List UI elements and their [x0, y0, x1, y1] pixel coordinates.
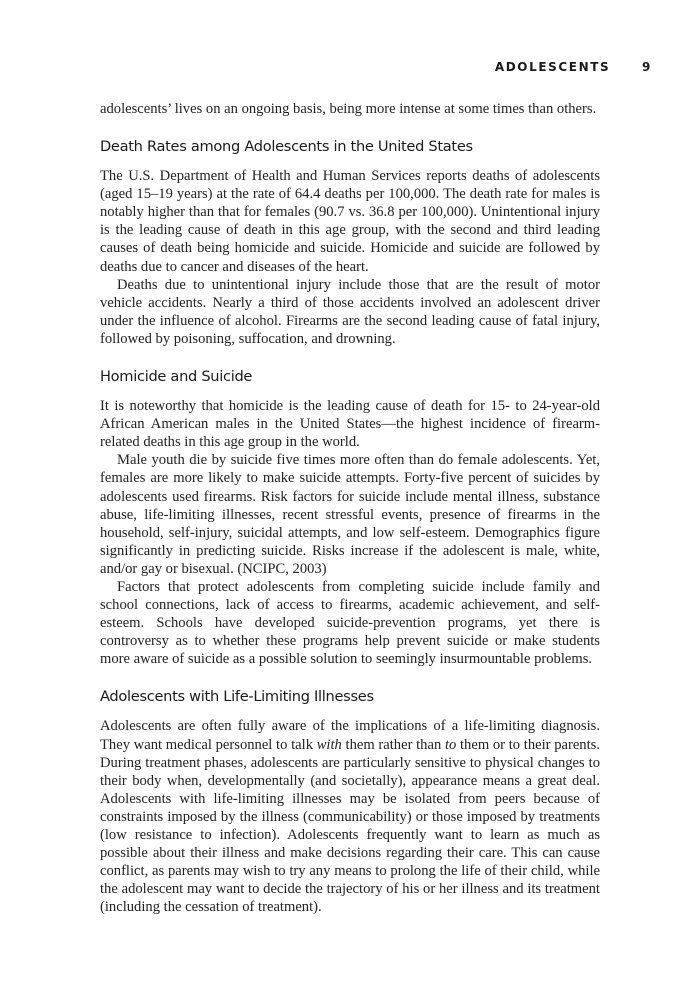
- running-head: [495, 60, 652, 74]
- emphasis-with: with: [316, 736, 342, 753]
- paragraph-life-limiting-1: [100, 717, 600, 916]
- text-run: them rather than: [341, 736, 445, 753]
- paragraph-homicide-1: It is noteworthy that homicide is the leading cause of death for 15- to 24-year-old African American males in the United States—the highest incidence of firearm-related deaths in this age group in the world.: [100, 398, 600, 451]
- section-heading-life-limiting: Adolescents with Life-Limiting Illnesses: [100, 688, 374, 706]
- paragraph-continuation: adolescents’ lives on an ongoing basis, being more intense at some times than others.: [100, 101, 597, 117]
- page-number: 9: [642, 60, 652, 74]
- paragraph-death-rates-1: The U.S. Department of Health and Human Services reports deaths of adolescents (aged 15–19 years) at the rate of 64.4 deaths per 100,000. The death rate for males is notably higher than that for females (90.7 vs. 36.8 per 100,000). Unintentional injury is the leading cause of death in this age group, with the second and third leading causes of death being homicide and suicide. Homicide and suicide are followed by deaths due to cancer and diseases of the heart.: [100, 168, 600, 275]
- text-run: them or to their parents. During treatment phases, adolescents are particularly sensitive to physical changes to their body when, developmentally (and societally), appearance means a great deal. Adolescents with life-limiting illnesses may be isolated from peers because of constraints imposed by the illness (communicability) or those imposed by treatments (low resistance to infection). Adolescents frequently want to learn as much as possible about their illness and make decisions regarding their care. This can cause conflict, as parents may wish to try any means to prolong the life of their child, while the adolescent may want to decide the trajectory of his or her illness and its treatment (including the cessation of treatment).: [100, 736, 600, 916]
- body-text: [100, 100, 600, 916]
- text-run: Adolescents are often fully aware of the implications of a life-limiting diagnosis. They want medical personnel to talk: [100, 718, 600, 753]
- section-heading-death-rates: Death Rates among Adolescents in the United States: [100, 138, 473, 156]
- section-heading-homicide-suicide: Homicide and Suicide: [100, 368, 253, 386]
- paragraph-death-rates-2: Deaths due to unintentional injury include those that are the result of motor vehicle accidents. Nearly a third of those accidents involved an adolescent driver under the influence of alcohol. Firearms are the second leading cause of fatal injury, followed by poisoning, suffocation, and drowning.: [100, 276, 600, 347]
- paragraph-homicide-3: Factors that protect adolescents from completing suicide include family and school connections, lack of access to firearms, academic achievement, and self-esteem. Schools have developed suicide-prevention programs, yet there is controversy as to whether these programs help prevent suicide or make students more aware of suicide as a possible solution to seemingly insurmountable problems.: [100, 578, 600, 668]
- running-head-title: ADOLESCENTS: [494, 60, 611, 74]
- emphasis-to: to: [444, 736, 457, 753]
- paragraph-homicide-2: Male youth die by suicide five times more often than do female adolescents. Yet, females are more likely to make suicide attempts. Forty-five percent of suicides by adolescents used firearms. Risk factors for suicide include mental illness, substance abuse, life-limiting illnesses, recent stressful events, presence of firearms in the household, self-injury, suicidal attempts, and low self-esteem. Demographics figure significantly in predicting suicide. Risks increase if the adolescent is male, white, and/or gay or bisexual. (NCIPC, 2003): [100, 452, 600, 577]
